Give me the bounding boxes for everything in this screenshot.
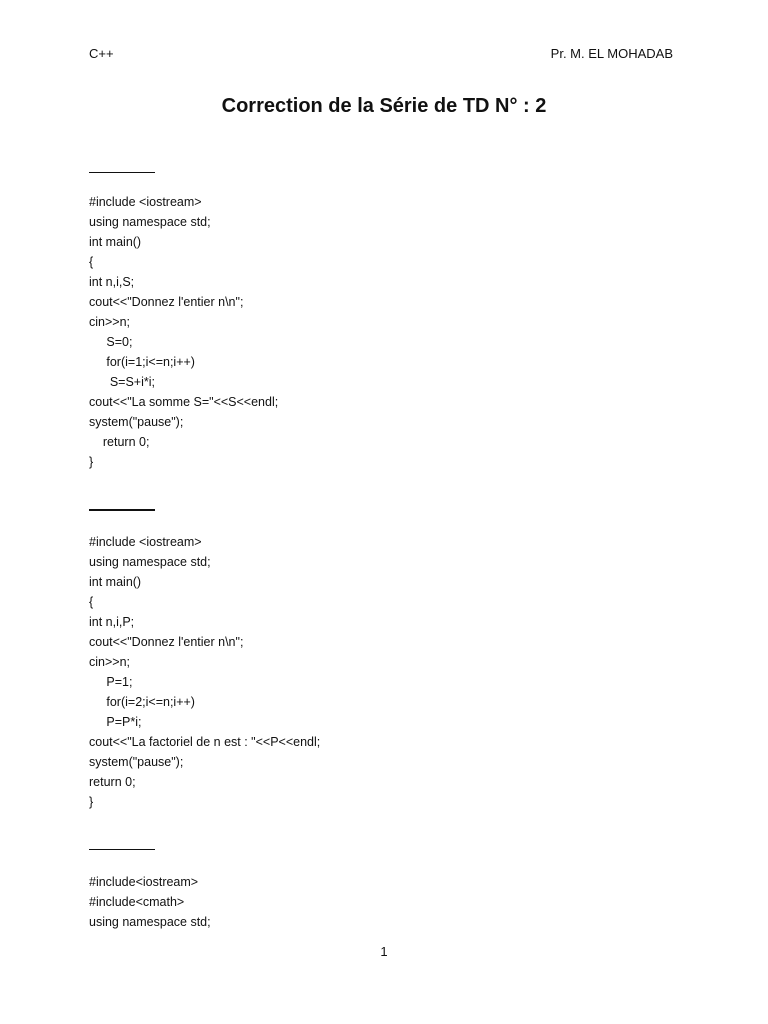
code-line: for(i=1;i<=n;i++) xyxy=(89,355,195,369)
code-line: cout<<"La factoriel de n est : "<<P<<endl; xyxy=(89,735,321,749)
code-line: return 0; xyxy=(89,775,136,789)
code-line: cout<<"Donnez l'entier n\n"; xyxy=(89,635,244,649)
code-line: int main() xyxy=(89,235,142,249)
code-line: for(i=2;i<=n;i++) xyxy=(89,695,195,709)
code-line: system("pause"); xyxy=(89,415,184,429)
code-line: { xyxy=(89,595,94,609)
code-line: using namespace std; xyxy=(89,215,211,229)
code-line: #include<cmath> xyxy=(89,895,185,909)
code-line: system("pause"); xyxy=(89,755,184,769)
code-line: #include<iostream> xyxy=(89,875,199,889)
code-line: cout<<"Donnez l'entier n\n"; xyxy=(89,295,244,309)
exercise-1-code xyxy=(89,192,278,472)
code-line: cin>>n; xyxy=(89,315,131,329)
code-line: } xyxy=(89,455,94,469)
code-line: #include <iostream> xyxy=(89,195,202,209)
header-course-label: C++ xyxy=(89,46,114,61)
code-line: cin>>n; xyxy=(89,655,131,669)
code-line: int main() xyxy=(89,575,142,589)
code-line: } xyxy=(89,795,94,809)
exercise-2-separator xyxy=(89,509,155,511)
exercise-1-separator xyxy=(89,172,155,173)
exercise-3-code xyxy=(89,872,211,932)
code-line: int n,i,P; xyxy=(89,615,135,629)
page-number: 1 xyxy=(380,944,388,959)
code-line: using namespace std; xyxy=(89,555,211,569)
code-line: #include <iostream> xyxy=(89,535,202,549)
code-line: return 0; xyxy=(89,435,150,449)
header-author: Pr. M. EL MOHADAB xyxy=(550,46,673,61)
page-title: Correction de la Série de TD N° : 2 xyxy=(221,95,547,117)
code-line: S=0; xyxy=(89,335,133,349)
code-line: using namespace std; xyxy=(89,915,211,929)
code-line: P=P*i; xyxy=(89,715,142,729)
exercise-2-code xyxy=(89,532,320,812)
code-line: int n,i,S; xyxy=(89,275,135,289)
code-line: P=1; xyxy=(89,675,133,689)
exercise-3-separator xyxy=(89,849,155,850)
code-line: S=S+i*i; xyxy=(89,375,156,389)
code-line: { xyxy=(89,255,94,269)
code-line: cout<<"La somme S="<<S<<endl; xyxy=(89,395,279,409)
